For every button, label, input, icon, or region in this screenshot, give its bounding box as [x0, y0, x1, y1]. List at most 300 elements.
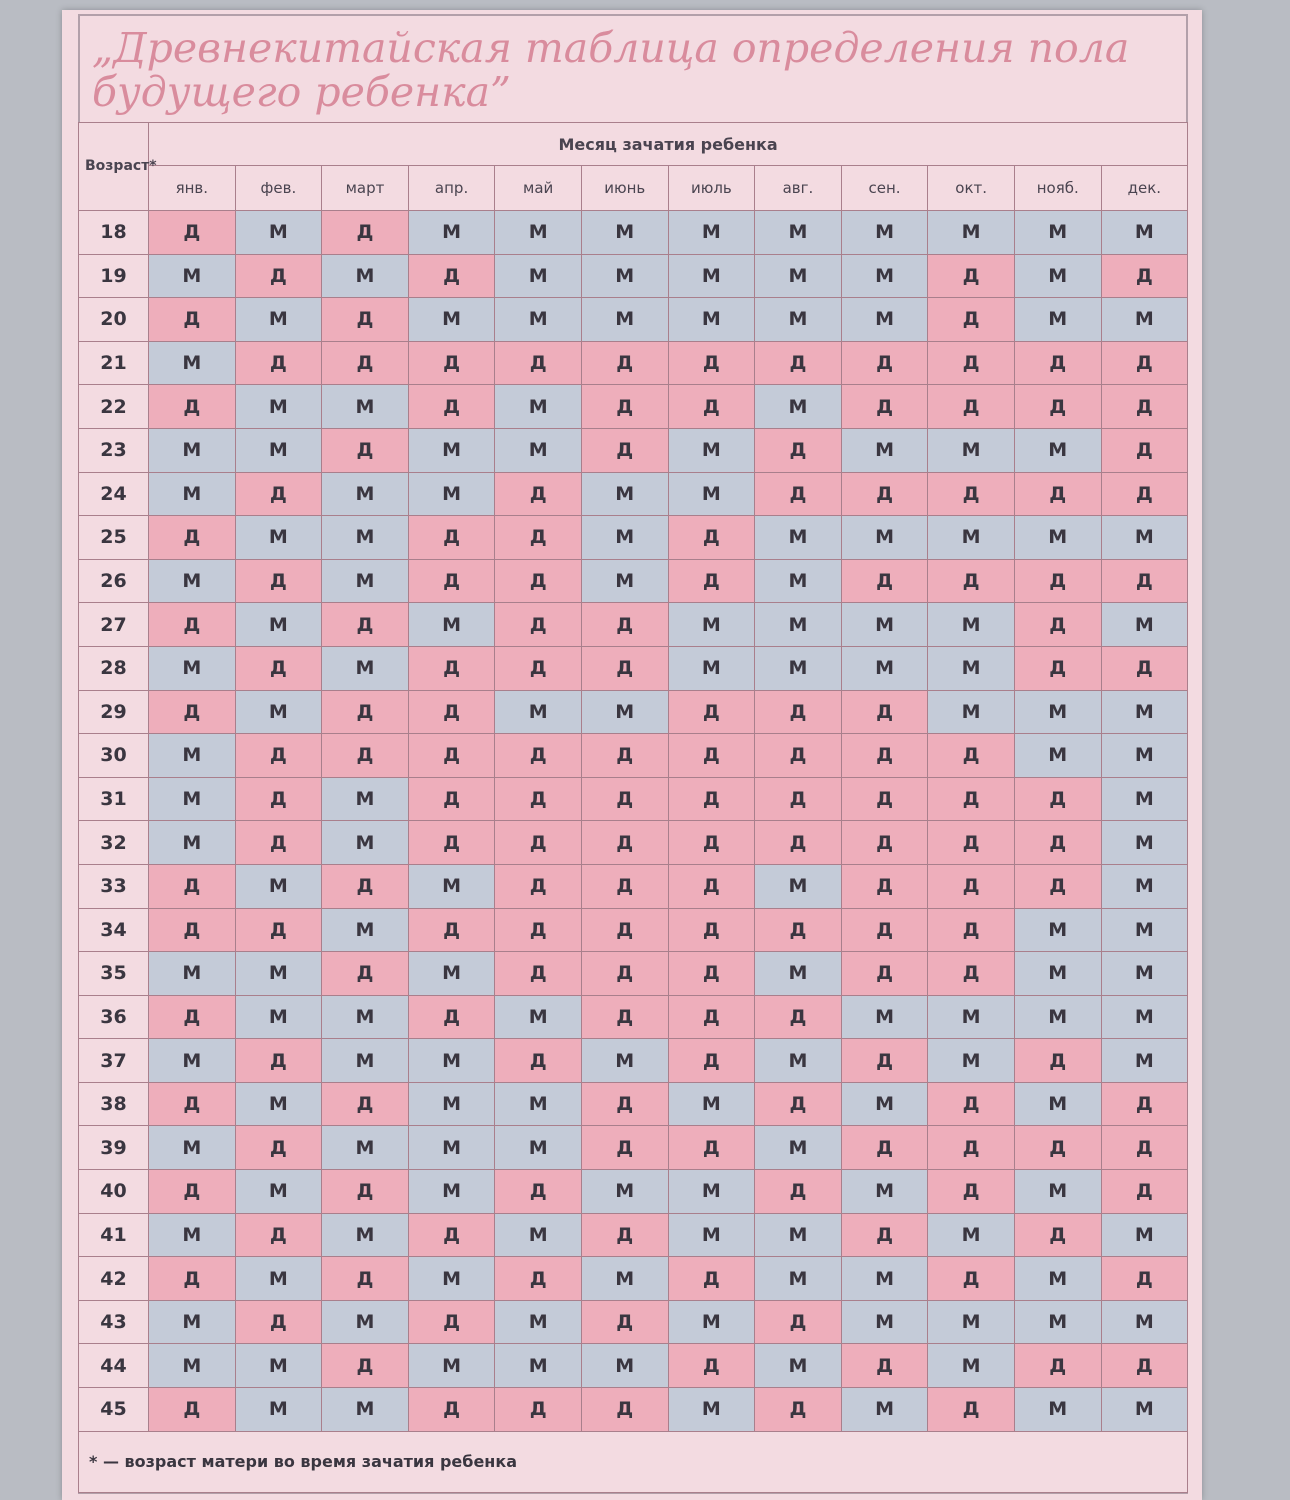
boy-cell: М	[755, 559, 842, 603]
girl-cell: Д	[495, 1257, 582, 1301]
girl-cell: Д	[668, 821, 755, 865]
girl-cell: Д	[841, 821, 928, 865]
boy-cell: М	[235, 1257, 322, 1301]
boy-cell: М	[1101, 821, 1188, 865]
girl-cell: Д	[235, 646, 322, 690]
month-header: нояб.	[1014, 166, 1101, 211]
month-header: июнь	[581, 166, 668, 211]
boy-cell: М	[322, 1039, 409, 1083]
boy-cell: М	[149, 952, 236, 996]
girl-cell: Д	[495, 516, 582, 560]
girl-cell: Д	[322, 690, 409, 734]
boy-cell: М	[755, 1126, 842, 1170]
table-row	[79, 428, 1188, 472]
girl-cell: Д	[149, 995, 236, 1039]
girl-cell: Д	[408, 1213, 495, 1257]
age-cell: 44	[79, 1344, 149, 1388]
girl-cell: Д	[149, 1170, 236, 1214]
boy-cell: М	[495, 995, 582, 1039]
girl-cell: Д	[928, 341, 1015, 385]
boy-cell: М	[495, 1300, 582, 1344]
girl-cell: Д	[755, 428, 842, 472]
girl-cell: Д	[322, 1082, 409, 1126]
boy-cell: М	[495, 1126, 582, 1170]
girl-cell: Д	[668, 1257, 755, 1301]
girl-cell: Д	[841, 472, 928, 516]
girl-cell: Д	[841, 952, 928, 996]
girl-cell: Д	[149, 603, 236, 647]
table-row	[79, 1170, 1188, 1214]
girl-cell: Д	[668, 734, 755, 778]
month-header: авг.	[755, 166, 842, 211]
girl-cell: Д	[841, 690, 928, 734]
footnote-row	[79, 1431, 1188, 1492]
girl-cell: Д	[755, 1300, 842, 1344]
boy-cell: М	[841, 603, 928, 647]
month-group-header: Месяц зачатия ребенка	[149, 123, 1188, 166]
age-cell: 42	[79, 1257, 149, 1301]
girl-cell: Д	[581, 1388, 668, 1432]
girl-cell: Д	[1014, 1039, 1101, 1083]
girl-cell: Д	[1014, 603, 1101, 647]
girl-cell: Д	[668, 1039, 755, 1083]
girl-cell: Д	[322, 603, 409, 647]
boy-cell: М	[755, 385, 842, 429]
boy-cell: М	[928, 1300, 1015, 1344]
age-cell: 32	[79, 821, 149, 865]
boy-cell: М	[149, 1300, 236, 1344]
boy-cell: М	[1101, 952, 1188, 996]
table-row	[79, 777, 1188, 821]
boy-cell: М	[149, 1344, 236, 1388]
table-row	[79, 646, 1188, 690]
girl-cell: Д	[322, 1257, 409, 1301]
girl-cell: Д	[928, 298, 1015, 342]
girl-cell: Д	[928, 821, 1015, 865]
girl-cell: Д	[928, 559, 1015, 603]
table-row	[79, 516, 1188, 560]
table-row	[79, 1126, 1188, 1170]
boy-cell: М	[235, 516, 322, 560]
girl-cell: Д	[235, 1126, 322, 1170]
girl-cell: Д	[1101, 559, 1188, 603]
girl-cell: Д	[668, 864, 755, 908]
girl-cell: Д	[841, 777, 928, 821]
boy-cell: М	[235, 864, 322, 908]
girl-cell: Д	[668, 777, 755, 821]
boy-cell: М	[668, 1170, 755, 1214]
footnote: * — возраст матери во время зачатия ребенка	[79, 1431, 1188, 1492]
girl-cell: Д	[1014, 1126, 1101, 1170]
age-cell: 25	[79, 516, 149, 560]
girl-cell: Д	[235, 254, 322, 298]
boy-cell: М	[322, 1126, 409, 1170]
girl-cell: Д	[581, 734, 668, 778]
girl-cell: Д	[1014, 777, 1101, 821]
boy-cell: М	[841, 254, 928, 298]
girl-cell: Д	[235, 821, 322, 865]
boy-cell: М	[149, 821, 236, 865]
girl-cell: Д	[408, 1300, 495, 1344]
girl-cell: Д	[495, 559, 582, 603]
boy-cell: М	[495, 1213, 582, 1257]
age-cell: 24	[79, 472, 149, 516]
boy-cell: М	[408, 1126, 495, 1170]
girl-cell: Д	[1014, 472, 1101, 516]
girl-cell: Д	[581, 821, 668, 865]
girl-cell: Д	[928, 734, 1015, 778]
boy-cell: М	[841, 1082, 928, 1126]
girl-cell: Д	[322, 952, 409, 996]
girl-cell: Д	[581, 995, 668, 1039]
girl-cell: Д	[495, 864, 582, 908]
girl-cell: Д	[322, 734, 409, 778]
boy-cell: М	[1101, 1388, 1188, 1432]
girl-cell: Д	[1014, 1344, 1101, 1388]
girl-cell: Д	[495, 734, 582, 778]
boy-cell: М	[928, 516, 1015, 560]
boy-cell: М	[1101, 690, 1188, 734]
age-cell: 22	[79, 385, 149, 429]
girl-cell: Д	[841, 1344, 928, 1388]
girl-cell: Д	[149, 908, 236, 952]
girl-cell: Д	[408, 908, 495, 952]
boy-cell: М	[495, 298, 582, 342]
table-row	[79, 298, 1188, 342]
age-cell: 45	[79, 1388, 149, 1432]
boy-cell: М	[235, 995, 322, 1039]
boy-cell: М	[235, 1170, 322, 1214]
table-row	[79, 690, 1188, 734]
boy-cell: М	[149, 428, 236, 472]
boy-cell: М	[581, 472, 668, 516]
boy-cell: М	[841, 428, 928, 472]
boy-cell: М	[235, 603, 322, 647]
age-cell: 36	[79, 995, 149, 1039]
boy-cell: М	[755, 1257, 842, 1301]
girl-cell: Д	[928, 777, 1015, 821]
boy-cell: М	[149, 1126, 236, 1170]
boy-cell: М	[408, 1082, 495, 1126]
girl-cell: Д	[235, 1213, 322, 1257]
girl-cell: Д	[1014, 864, 1101, 908]
girl-cell: Д	[322, 428, 409, 472]
girl-cell: Д	[235, 777, 322, 821]
table-row	[79, 908, 1188, 952]
girl-cell: Д	[581, 1300, 668, 1344]
girl-cell: Д	[495, 1039, 582, 1083]
girl-cell: Д	[755, 995, 842, 1039]
boy-cell: М	[581, 1039, 668, 1083]
girl-cell: Д	[755, 821, 842, 865]
girl-cell: Д	[581, 777, 668, 821]
girl-cell: Д	[841, 864, 928, 908]
girl-cell: Д	[668, 559, 755, 603]
table-row	[79, 864, 1188, 908]
girl-cell: Д	[581, 952, 668, 996]
age-cell: 40	[79, 1170, 149, 1214]
boy-cell: М	[581, 1344, 668, 1388]
boy-cell: М	[755, 1039, 842, 1083]
girl-cell: Д	[1101, 1344, 1188, 1388]
boy-cell: М	[149, 472, 236, 516]
girl-cell: Д	[928, 385, 1015, 429]
boy-cell: М	[668, 1082, 755, 1126]
boy-cell: М	[928, 995, 1015, 1039]
age-cell: 33	[79, 864, 149, 908]
boy-cell: М	[755, 298, 842, 342]
girl-cell: Д	[1101, 1170, 1188, 1214]
table-row	[79, 472, 1188, 516]
table-row	[79, 1344, 1188, 1388]
girl-cell: Д	[1014, 646, 1101, 690]
girl-cell: Д	[841, 385, 928, 429]
age-cell: 18	[79, 211, 149, 255]
boy-cell: М	[495, 385, 582, 429]
chart-title: „Древнекитайская таблица определения пола будущего ребенка”	[92, 24, 1130, 116]
girl-cell: Д	[495, 603, 582, 647]
boy-cell: М	[841, 211, 928, 255]
age-cell: 19	[79, 254, 149, 298]
month-header: дек.	[1101, 166, 1188, 211]
girl-cell: Д	[408, 1388, 495, 1432]
girl-cell: Д	[1101, 428, 1188, 472]
boy-cell: М	[149, 646, 236, 690]
boy-cell: М	[1014, 690, 1101, 734]
boy-cell: М	[1101, 1300, 1188, 1344]
age-cell: 27	[79, 603, 149, 647]
boy-cell: М	[755, 864, 842, 908]
boy-cell: М	[668, 1213, 755, 1257]
age-cell: 21	[79, 341, 149, 385]
age-cell: 30	[79, 734, 149, 778]
girl-cell: Д	[755, 472, 842, 516]
girl-cell: Д	[408, 341, 495, 385]
girl-cell: Д	[495, 821, 582, 865]
girl-cell: Д	[755, 1082, 842, 1126]
boy-cell: М	[581, 298, 668, 342]
table-row	[79, 1300, 1188, 1344]
girl-cell: Д	[322, 211, 409, 255]
boy-cell: М	[755, 254, 842, 298]
boy-cell: М	[1014, 1082, 1101, 1126]
girl-cell: Д	[149, 211, 236, 255]
month-header: май	[495, 166, 582, 211]
boy-cell: М	[149, 1039, 236, 1083]
girl-cell: Д	[841, 734, 928, 778]
girl-cell: Д	[668, 385, 755, 429]
girl-cell: Д	[408, 734, 495, 778]
boy-cell: М	[322, 516, 409, 560]
table-row	[79, 211, 1188, 255]
boy-cell: М	[322, 995, 409, 1039]
boy-cell: М	[841, 995, 928, 1039]
boy-cell: М	[149, 1213, 236, 1257]
girl-cell: Д	[581, 1082, 668, 1126]
boy-cell: М	[322, 1300, 409, 1344]
boy-cell: М	[841, 1300, 928, 1344]
girl-cell: Д	[495, 472, 582, 516]
boy-cell: М	[1101, 1213, 1188, 1257]
boy-cell: М	[668, 603, 755, 647]
girl-cell: Д	[495, 908, 582, 952]
boy-cell: М	[408, 211, 495, 255]
girl-cell: Д	[928, 254, 1015, 298]
girl-cell: Д	[149, 385, 236, 429]
table-row	[79, 1039, 1188, 1083]
girl-cell: Д	[495, 777, 582, 821]
age-column-header: Возраст*	[79, 123, 149, 211]
girl-cell: Д	[1014, 385, 1101, 429]
girl-cell: Д	[755, 777, 842, 821]
boy-cell: М	[841, 1170, 928, 1214]
girl-cell: Д	[408, 254, 495, 298]
girl-cell: Д	[408, 777, 495, 821]
boy-cell: М	[581, 516, 668, 560]
boy-cell: М	[235, 1344, 322, 1388]
boy-cell: М	[1101, 864, 1188, 908]
girl-cell: Д	[235, 1300, 322, 1344]
boy-cell: М	[322, 254, 409, 298]
boy-cell: М	[408, 1344, 495, 1388]
table-row	[79, 254, 1188, 298]
boy-cell: М	[408, 1039, 495, 1083]
boy-cell: М	[755, 646, 842, 690]
girl-cell: Д	[928, 1257, 1015, 1301]
boy-cell: М	[928, 1039, 1015, 1083]
girl-cell: Д	[408, 995, 495, 1039]
boy-cell: М	[1101, 908, 1188, 952]
boy-cell: М	[1014, 995, 1101, 1039]
girl-cell: Д	[408, 690, 495, 734]
boy-cell: М	[495, 211, 582, 255]
girl-cell: Д	[1101, 472, 1188, 516]
boy-cell: М	[928, 690, 1015, 734]
boy-cell: М	[668, 1388, 755, 1432]
boy-cell: М	[841, 1388, 928, 1432]
boy-cell: М	[928, 428, 1015, 472]
girl-cell: Д	[235, 341, 322, 385]
girl-cell: Д	[495, 1170, 582, 1214]
girl-cell: Д	[755, 690, 842, 734]
girl-cell: Д	[841, 1213, 928, 1257]
boy-cell: М	[581, 1257, 668, 1301]
girl-cell: Д	[755, 908, 842, 952]
table-row	[79, 1388, 1188, 1432]
girl-cell: Д	[1101, 1082, 1188, 1126]
age-cell: 34	[79, 908, 149, 952]
table-row	[79, 1082, 1188, 1126]
boy-cell: М	[928, 646, 1015, 690]
boy-cell: М	[668, 211, 755, 255]
girl-cell: Д	[322, 864, 409, 908]
boy-cell: М	[149, 254, 236, 298]
boy-cell: М	[235, 1388, 322, 1432]
boy-cell: М	[581, 211, 668, 255]
boy-cell: М	[408, 952, 495, 996]
age-cell: 26	[79, 559, 149, 603]
girl-cell: Д	[408, 821, 495, 865]
boy-cell: М	[928, 1344, 1015, 1388]
girl-cell: Д	[408, 516, 495, 560]
boy-cell: М	[235, 385, 322, 429]
boy-cell: М	[581, 690, 668, 734]
girl-cell: Д	[668, 341, 755, 385]
girl-cell: Д	[1101, 1257, 1188, 1301]
boy-cell: М	[408, 1257, 495, 1301]
boy-cell: М	[408, 298, 495, 342]
boy-cell: М	[755, 516, 842, 560]
girl-cell: Д	[928, 908, 1015, 952]
girl-cell: Д	[928, 1082, 1015, 1126]
boy-cell: М	[841, 298, 928, 342]
boy-cell: М	[235, 1082, 322, 1126]
boy-cell: М	[1014, 1388, 1101, 1432]
boy-cell: М	[1101, 734, 1188, 778]
girl-cell: Д	[841, 559, 928, 603]
boy-cell: М	[495, 1344, 582, 1388]
girl-cell: Д	[322, 298, 409, 342]
age-cell: 31	[79, 777, 149, 821]
girl-cell: Д	[668, 1126, 755, 1170]
boy-cell: М	[235, 952, 322, 996]
table-row	[79, 385, 1188, 429]
boy-cell: М	[1014, 1257, 1101, 1301]
boy-cell: М	[322, 1388, 409, 1432]
girl-cell: Д	[668, 1344, 755, 1388]
girl-cell: Д	[1101, 646, 1188, 690]
table-row	[79, 734, 1188, 778]
girl-cell: Д	[581, 646, 668, 690]
boy-cell: М	[841, 1257, 928, 1301]
girl-cell: Д	[495, 341, 582, 385]
age-cell: 41	[79, 1213, 149, 1257]
girl-cell: Д	[928, 1170, 1015, 1214]
girl-cell: Д	[1014, 821, 1101, 865]
girl-cell: Д	[668, 690, 755, 734]
girl-cell: Д	[668, 952, 755, 996]
girl-cell: Д	[755, 341, 842, 385]
month-header: июль	[668, 166, 755, 211]
age-cell: 43	[79, 1300, 149, 1344]
girl-cell: Д	[1101, 254, 1188, 298]
girl-cell: Д	[235, 908, 322, 952]
girl-cell: Д	[408, 646, 495, 690]
gender-prediction-table	[78, 122, 1188, 1493]
girl-cell: Д	[668, 995, 755, 1039]
boy-cell: М	[1014, 516, 1101, 560]
girl-cell: Д	[1014, 1213, 1101, 1257]
girl-cell: Д	[755, 1388, 842, 1432]
girl-cell: Д	[841, 1126, 928, 1170]
boy-cell: М	[1014, 734, 1101, 778]
boy-cell: М	[408, 472, 495, 516]
boy-cell: М	[322, 385, 409, 429]
boy-cell: М	[149, 734, 236, 778]
boy-cell: М	[235, 428, 322, 472]
boy-cell: М	[1101, 211, 1188, 255]
boy-cell: М	[581, 1170, 668, 1214]
boy-cell: М	[495, 428, 582, 472]
boy-cell: М	[322, 1213, 409, 1257]
boy-cell: М	[755, 1344, 842, 1388]
girl-cell: Д	[841, 341, 928, 385]
boy-cell: М	[149, 559, 236, 603]
boy-cell: М	[581, 559, 668, 603]
month-header: март	[322, 166, 409, 211]
boy-cell: М	[322, 559, 409, 603]
girl-cell: Д	[755, 1170, 842, 1214]
